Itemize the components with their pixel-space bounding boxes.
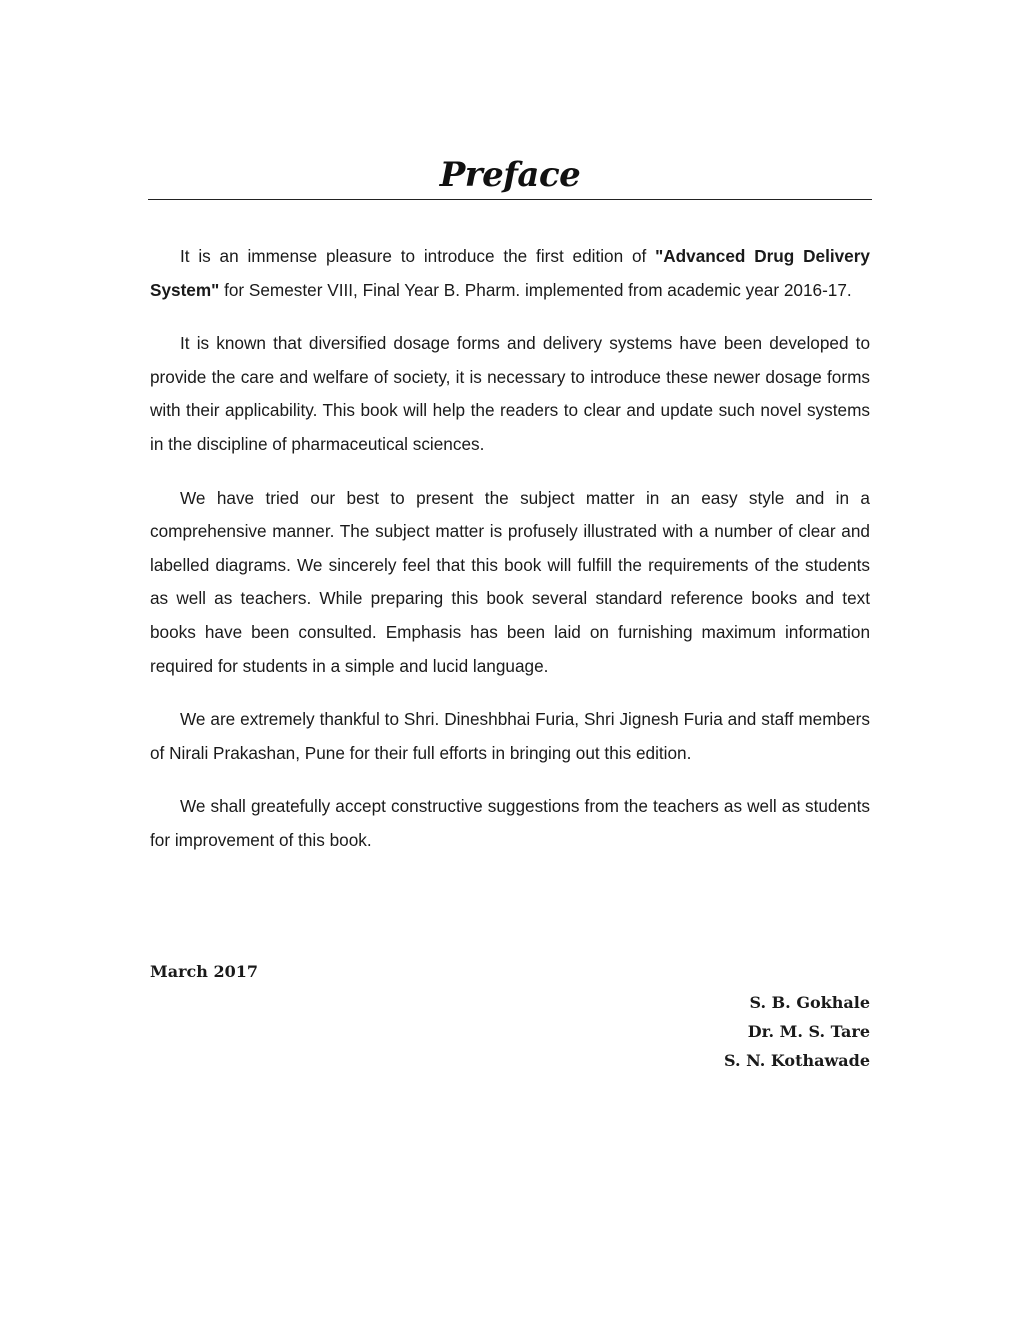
paragraph-1-rest: for Semester VIII, Final Year B. Pharm. implemented from academic year 2016-17. <box>219 279 852 300</box>
preface-body <box>150 240 870 878</box>
paragraph-1 <box>150 240 870 307</box>
author-list <box>724 988 870 1075</box>
preface-date: March 2017 <box>150 962 258 981</box>
paragraph-2: It is known that diversified dosage forms and delivery systems have been developed to provide the care and welfare of society, it is necessary to introduce these newer dosage forms with their applicability. This book will help the readers to clear and update such novel systems in the discipline of pharmaceutical sciences. <box>150 333 870 454</box>
paragraph-4: We are extremely thankful to Shri. Dineshbhai Furia, Shri Jignesh Furia and staff members of Nirali Prakashan, Pune for their full efforts in bringing out this edition. <box>150 709 870 763</box>
paragraph-5: We shall greatefully accept constructive suggestions from the teachers as well as students for improvement of this book. <box>150 796 870 850</box>
author-name: Dr. M. S. Tare <box>747 1022 870 1041</box>
title-underline <box>148 199 872 200</box>
author-name: S. N. Kothawade <box>724 1051 870 1070</box>
author-name: S. B. Gokhale <box>749 993 870 1012</box>
book-title: "Advanced Drug Delivery System" <box>150 246 870 300</box>
page-title: Preface <box>439 155 581 195</box>
paragraph-1-intro: It is an immense pleasure to introduce the first edition of <box>180 246 656 266</box>
paragraph-3: We have tried our best to present the subject matter in an easy style and in a comprehensive manner. The subject matter is profusely illustrated with a number of clear and labelled diagrams. We sincerely feel that this book will fulfill the requirements of the students as well as teachers. While preparing this book several standard reference books and text books have been consulted. Emphasis has been laid on furnishing maximum information required for students in a simple and lucid language. <box>150 487 870 676</box>
